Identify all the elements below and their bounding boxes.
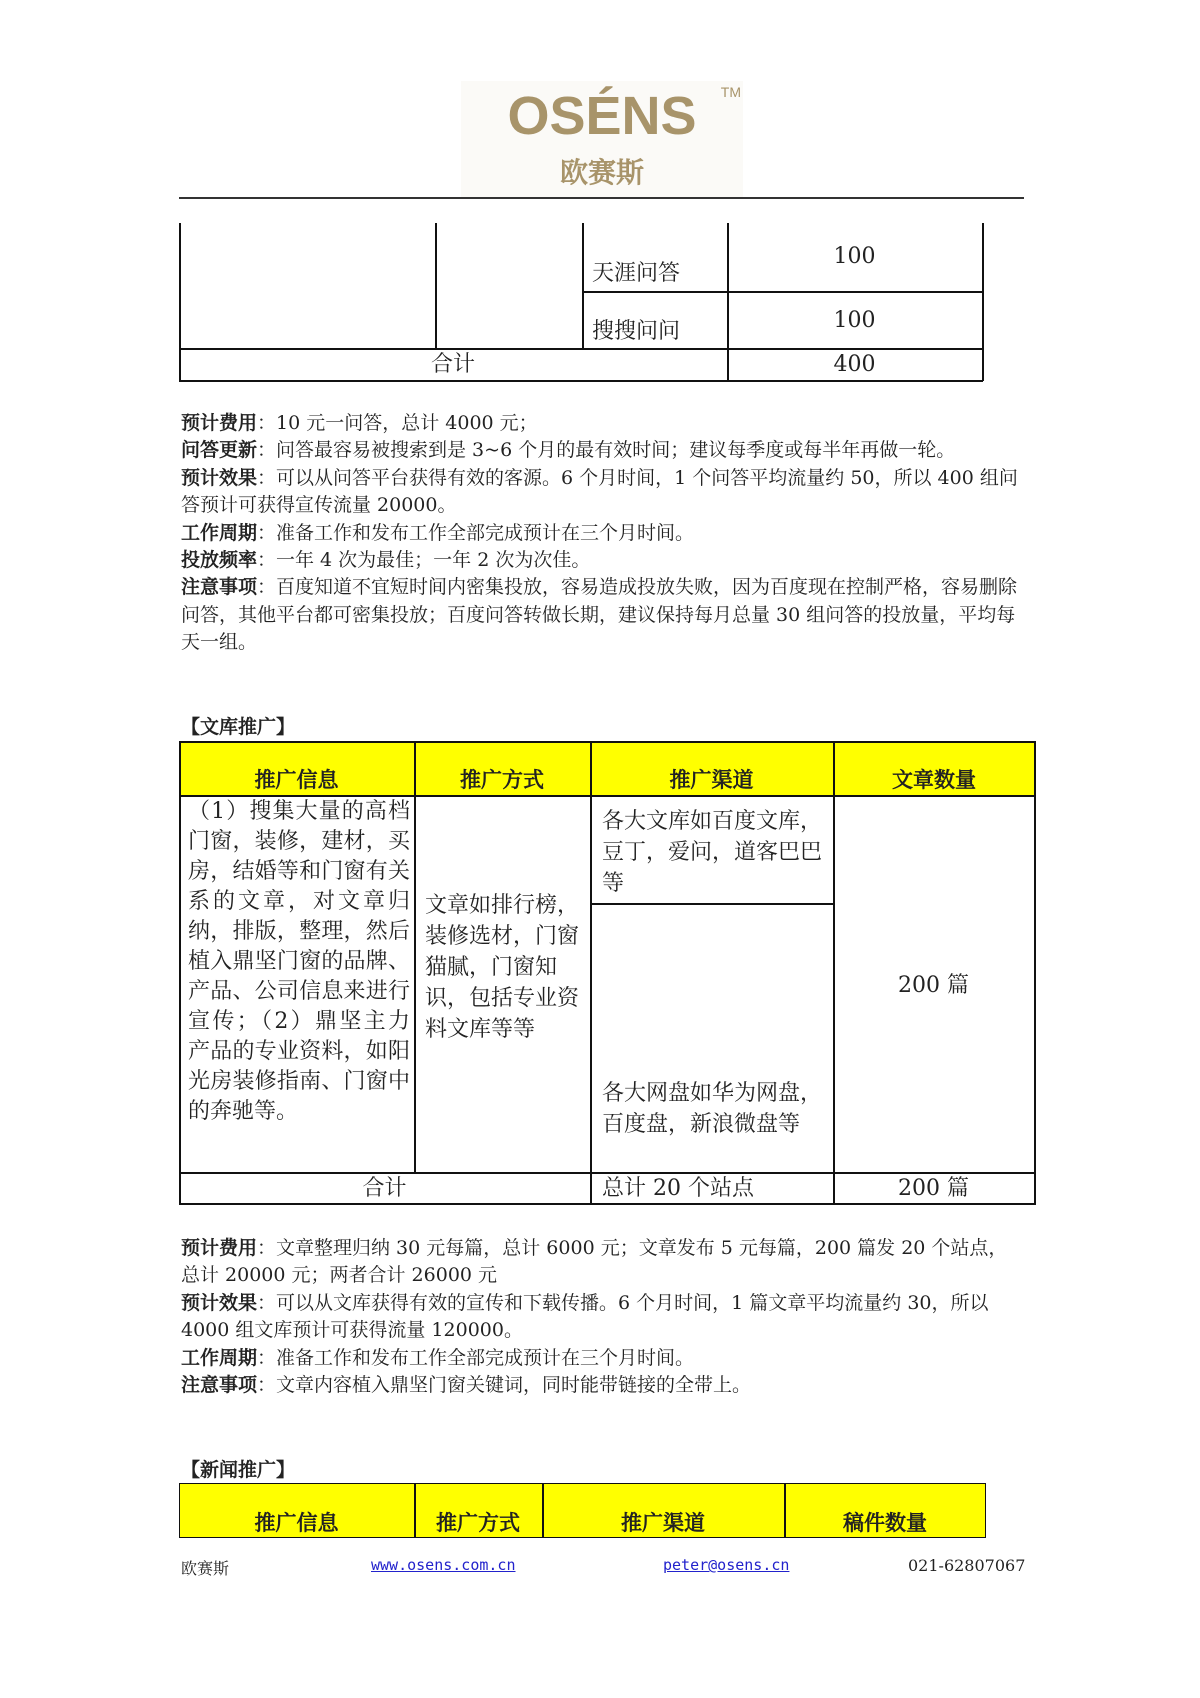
table-border xyxy=(414,741,416,1172)
note-caution: 注意事项：百度知道不宜短时间内密集投放，容易造成投放失败，因为百度现在控制严格，容易删除问答，其他平台都可密集投放；百度问答转做长期，建议保持每月总量 30 组问答的投放量，平均每天一组。 xyxy=(181,576,1018,654)
wenku-total-count: 200 篇 xyxy=(898,1176,969,1201)
qa-notes xyxy=(181,410,1026,657)
logo-brand: OSÉNS xyxy=(507,86,697,146)
col-header: 推广渠道 xyxy=(621,1511,705,1535)
qa-channel: 天涯问答 xyxy=(592,261,681,286)
table-border xyxy=(179,380,983,382)
col-header: 推广信息 xyxy=(254,768,339,792)
wenku-count: 200 篇 xyxy=(898,973,969,998)
table-border xyxy=(590,741,592,1204)
logo-chinese-name: 欧赛斯 xyxy=(559,156,644,189)
qa-total-value: 400 xyxy=(833,352,876,377)
note-cycle: 工作周期：准备工作和发布工作全部完成预计在三个月时间。 xyxy=(181,521,695,544)
table-border xyxy=(582,291,983,293)
table-border xyxy=(179,741,181,1204)
note-effect: 预计效果：可以从问答平台获得有效的客源。6 个月时间，1 个问答平均流量约 50，所以 400 组问答预计可获得宣传流量 20000。 xyxy=(181,466,1018,517)
wenku-method: 文章如排行榜，装修选材，门窗猫腻，门窗知识，包括专业资料文库等等 xyxy=(425,893,580,1042)
qa-channel: 搜搜问问 xyxy=(592,319,681,344)
note-cost: 预计费用：10 元一问答，总计 4000 元； xyxy=(181,412,538,434)
company-logo xyxy=(461,81,743,197)
table-border xyxy=(1034,741,1036,1204)
qa-count: 100 xyxy=(833,308,876,333)
col-header: 推广方式 xyxy=(460,768,544,792)
note-cycle: 工作周期：准备工作和发布工作全部完成预计在三个月时间。 xyxy=(181,1346,695,1369)
footer-website-link[interactable]: www.osens.com.cn xyxy=(371,1556,516,1574)
note-frequency: 投放频率：一年 4 次为最佳；一年 2 次为次佳。 xyxy=(181,549,591,572)
col-header: 推广渠道 xyxy=(669,768,754,792)
news-section-title: 【新闻推广】 xyxy=(181,1459,296,1481)
col-header: 稿件数量 xyxy=(843,1511,927,1535)
wenku-total-label: 合计 xyxy=(362,1176,407,1201)
note-cost: 预计费用：文章整理归纳 30 元每篇，总计 6000 元；文章发布 5 元每篇，200 篇发 20 个站点，总计 20000 元；两者合计 26000 元 xyxy=(181,1237,1008,1287)
wenku-channel: 各大网盘如华为网盘，百度盘，新浪微盘等 xyxy=(602,1081,823,1137)
wenku-notes xyxy=(181,1235,1026,1399)
note-effect: 预计效果：可以从文库获得有效的宣传和下载传播。6 个月时间，1 篇文章平均流量约 30，所以 4000 组文库预计可获得流量 120000。 xyxy=(181,1291,989,1342)
table-border xyxy=(435,223,437,348)
logo-trademark: TM xyxy=(720,84,741,100)
qa-count: 100 xyxy=(833,244,876,269)
col-header: 推广信息 xyxy=(254,1511,339,1535)
qa-total-label: 合计 xyxy=(430,352,475,377)
note-update: 问答更新：问答最容易被搜索到是 3~6 个月的最有效时间；建议每季度或每半年再做一轮。 xyxy=(181,439,956,462)
col-header: 推广方式 xyxy=(436,1511,520,1535)
footer-email-link[interactable]: peter@osens.cn xyxy=(663,1556,790,1574)
wenku-channel: 各大文库如百度文库，豆丁，爱问，道客巴巴等 xyxy=(602,809,823,896)
table-border xyxy=(582,223,584,348)
wenku-info: （1）搜集大量的高档门窗，装修，建材，买房，结婚等和门窗有关系的文章，对文章归纳，排版，整理，然后植入鼎坚门窗的品牌、产品、公司信息来进行宣传；（2）鼎坚主力产品的专业资料，如阳光房装修指南、门窗中的奔驰等。 xyxy=(188,799,410,1124)
note-caution: 注意事项：文章内容植入鼎坚门窗关键词，同时能带链接的全带上。 xyxy=(181,1374,752,1397)
table-border xyxy=(179,741,1036,743)
table-border xyxy=(590,903,833,905)
header-divider xyxy=(179,197,1024,199)
footer-company: 欧赛斯 xyxy=(181,1559,230,1578)
footer-phone: 021-62807067 xyxy=(908,1556,1026,1575)
wenku-total-channel: 总计 20 个站点 xyxy=(602,1176,754,1201)
table-border xyxy=(982,223,984,381)
col-header: 文章数量 xyxy=(892,768,976,792)
wenku-section-title: 【文库推广】 xyxy=(181,716,296,738)
